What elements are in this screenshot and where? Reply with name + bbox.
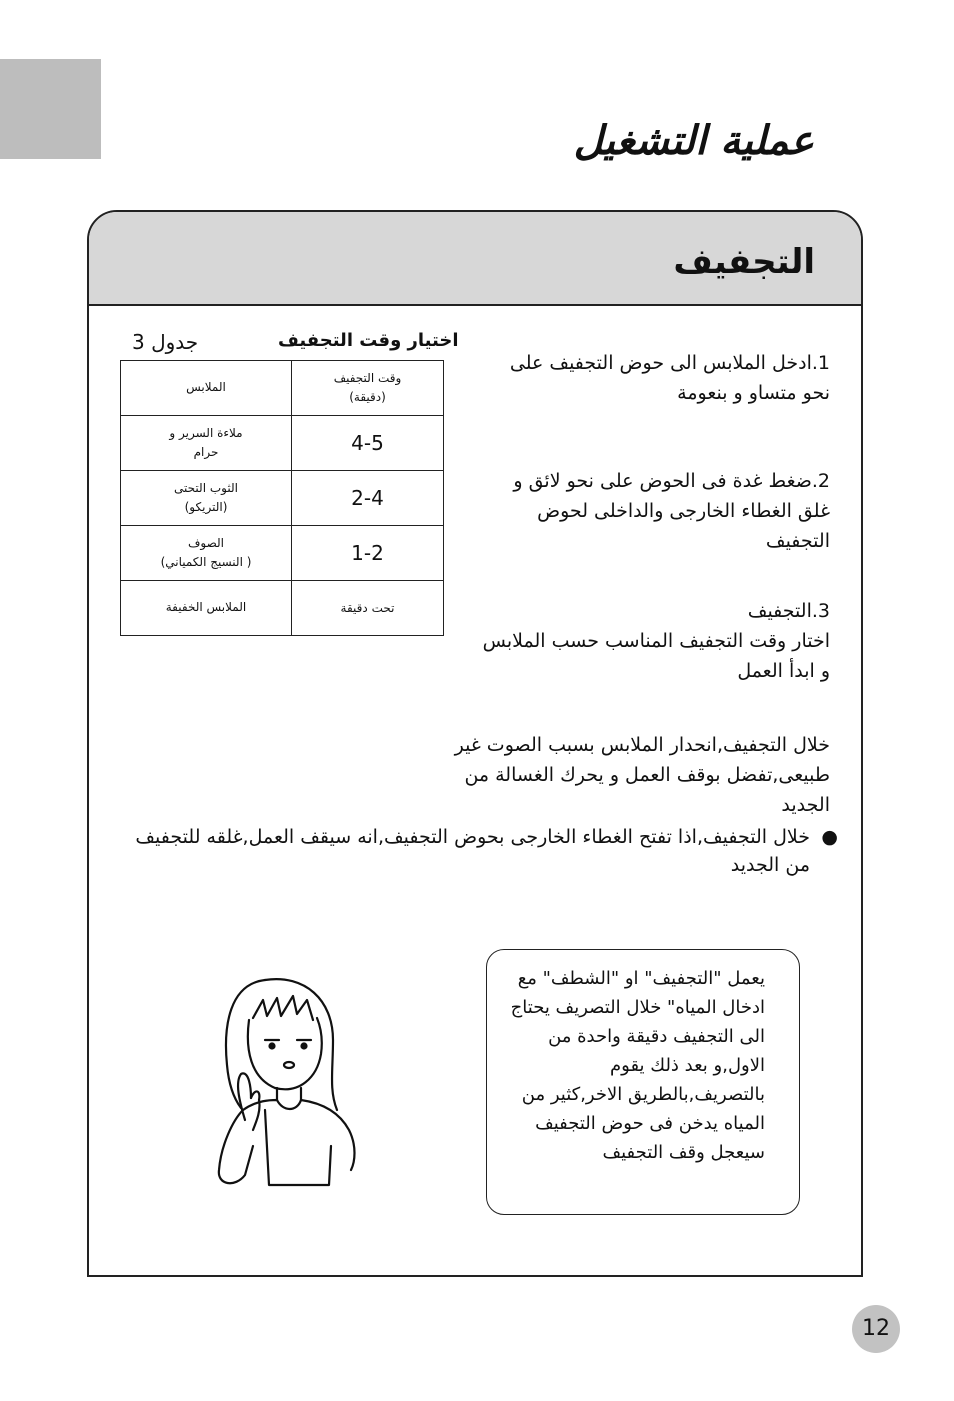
panel-header <box>89 212 861 306</box>
table-row <box>121 526 444 581</box>
cell-time: 4-5 <box>292 416 444 471</box>
table-label: جدول 3 <box>132 330 199 354</box>
step-1: 1.ادخل الملابس الى حوض التجفيف على نحو متساو و بنعومة <box>509 352 830 404</box>
woman-pointing-illustration <box>205 970 375 1195</box>
bullet-note <box>120 823 838 879</box>
step-2: 2.ضغط غدة فى الحوض على نحو لائق و غلق الغطاء الخارجى والداخلى لحوض التجفيف <box>513 470 830 552</box>
page-title: عملية التشغيل <box>573 118 814 164</box>
bullet-text: خلال التجفيف,اذا تفتح الغطاء الخارجى بحوض التجفيف,انه سيقف العمل,غلقه للتجفيف من الجديد <box>135 826 810 876</box>
cell-clothes: الصوف ( النسيج الكمياني) <box>121 526 292 581</box>
drying-time-table <box>120 360 444 636</box>
page-number: 12 <box>852 1305 900 1353</box>
table-title: اختيار وقت التجفيف <box>278 330 459 351</box>
cell-time: تحت دقيقة <box>292 581 444 636</box>
cell-clothes: ملاءة السرير و حرام <box>121 416 292 471</box>
table-row <box>121 581 444 636</box>
header-time: وقت التجفيف (دقيقة) <box>292 361 444 416</box>
table-header-row <box>121 361 444 416</box>
note-paragraph: خلال التجفيف,انحدار الملابس بسبب الصوت غير طبيعى,تفضل بوقف العمل و يحرك الغسالة من الجديد <box>454 734 830 816</box>
step-3: 3.التجفيف اختار وقت التجفيف المناسب حسب الملابس و ابدأ العمل <box>482 600 830 682</box>
chapter-tab <box>0 59 101 159</box>
cell-clothes: الثوب التحتى (التريكو) <box>121 471 292 526</box>
table-row <box>121 416 444 471</box>
header-clothes: الملابس <box>121 361 292 416</box>
cell-time: 2-4 <box>292 471 444 526</box>
cell-clothes: الملابس الخفيفة <box>121 581 292 636</box>
bullet-icon: ● <box>821 826 838 848</box>
section-title: التجفيف <box>673 242 815 282</box>
tip-box: يعمل "التجفيف" او "الشطف" مع ادخال المياه" خلال التصريف يحتاج الى التجفيف دقيقة واحدة من الاول,و بعد ذلك يقوم بالتصريف,بالطريق الاخر,كثير من المياه يدخن فى حوض التجفيف سيعجل وقف التجفيف <box>486 949 800 1215</box>
table-row <box>121 471 444 526</box>
cell-time: 1-2 <box>292 526 444 581</box>
